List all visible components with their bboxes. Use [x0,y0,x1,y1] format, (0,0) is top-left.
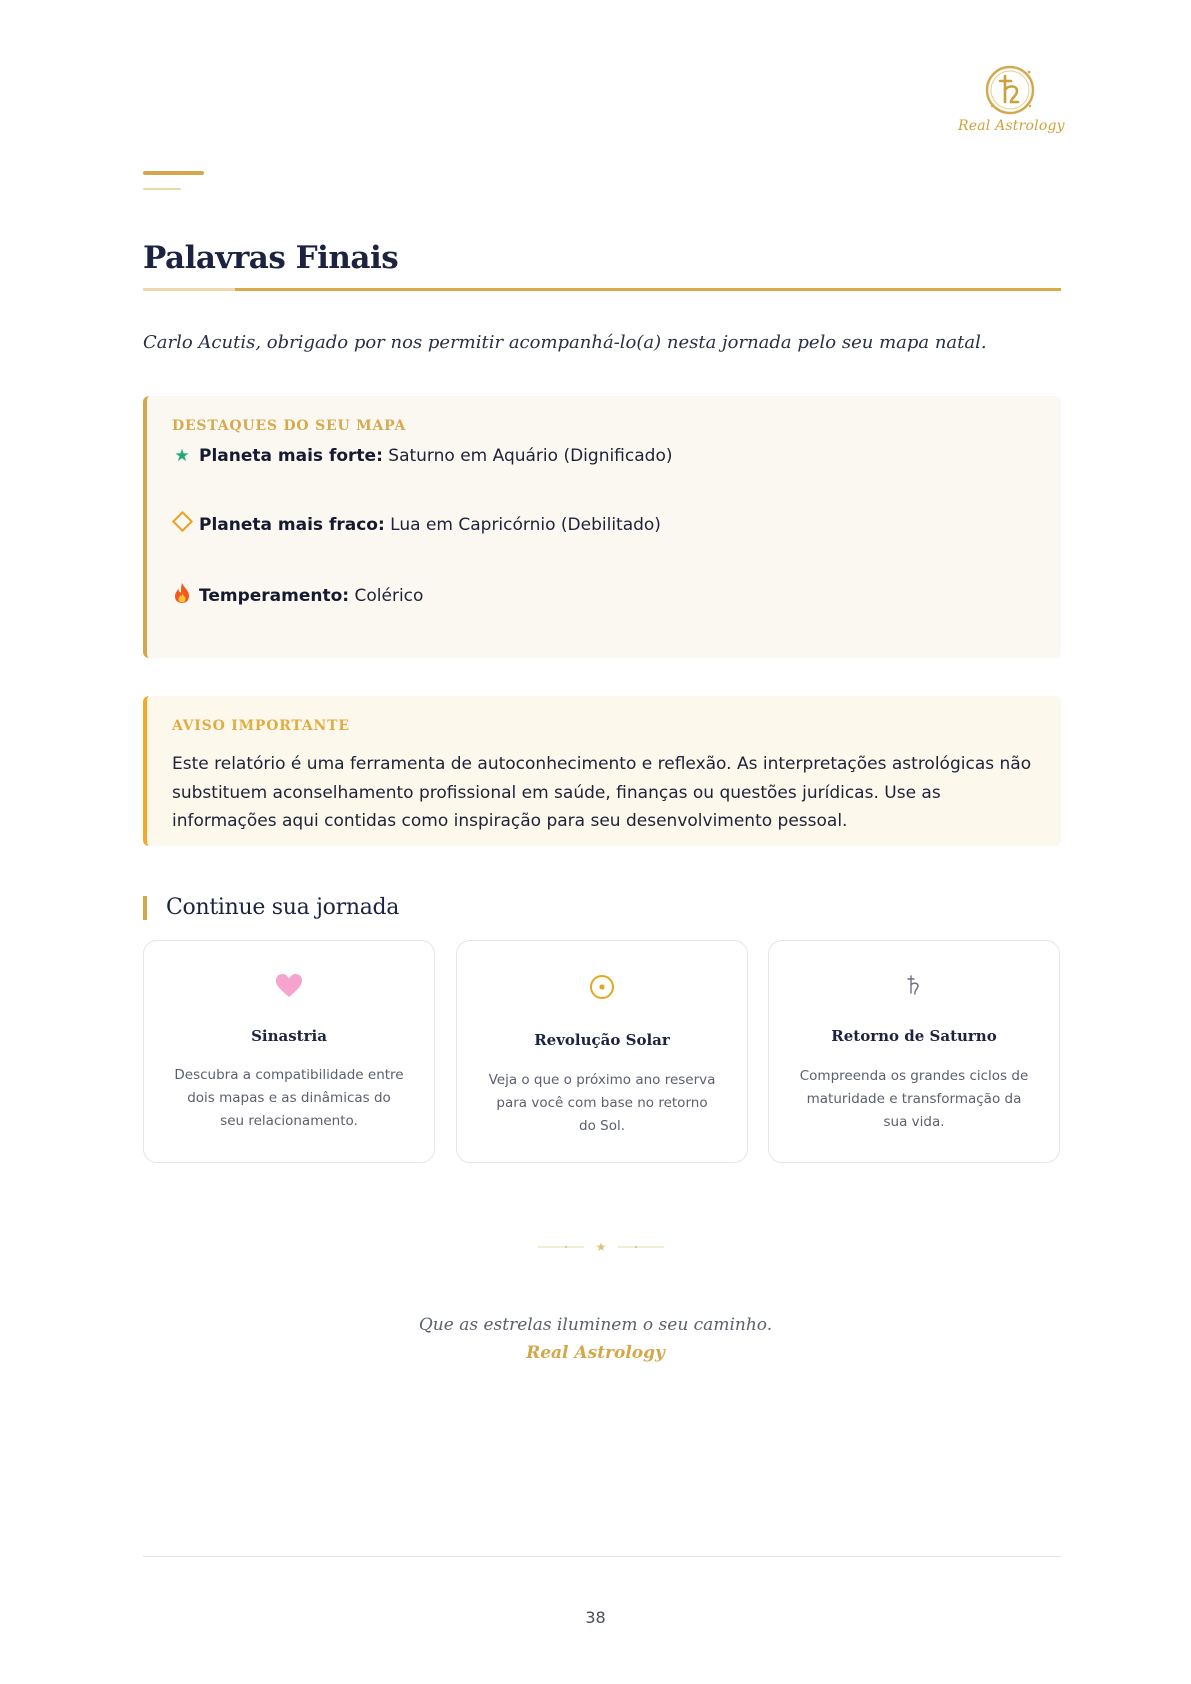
card-revolucao-solar[interactable] [456,940,748,1163]
important-notice-box [143,696,1061,846]
accent-line [143,171,204,175]
fire-icon [172,582,192,606]
chart-highlights-box [143,396,1061,658]
card-title: Sinastria [251,1027,327,1045]
highlight-temperament [172,582,423,606]
star-divider-ornament [536,1240,666,1254]
closing-signature: Real Astrology [526,1343,665,1363]
logo-text: Real Astrology [958,118,1065,134]
title-divider [143,288,1061,291]
notice-heading: AVISO IMPORTANTE [172,718,350,734]
card-description: Compreenda os grandes ciclos de maturidade e transformação da sua vida. [799,1068,1029,1130]
closing-message: Que as estrelas iluminem o seu caminho. [418,1315,773,1335]
highlight-strongest-planet [172,446,672,466]
star-icon: ★ [595,1240,607,1254]
section-accent-bar [143,896,147,920]
saturn-icon [769,973,1059,1001]
highlights-heading: DESTAQUES DO SEU MAPA [172,418,407,434]
accent-line-light [143,188,181,190]
highlight-weakest-planet [172,514,661,535]
notice-text: Este relatório é uma ferramenta de autoconhecimento e reflexão. As interpretações astrológicas não substituem aconselhamento profissional em saúde, finanças ou questões jurídicas. Use as informações aqui contidas como inspiração para seu desenvolvimento pessoal. [172,754,1032,831]
card-title: Revolução Solar [534,1031,670,1049]
card-description: Veja o que o próximo ano reserva para você com base no retorno do Sol. [488,1072,716,1134]
card-description: Descubra a compatibilidade entre dois mapas e as dinâmicas do seu relacionamento. [174,1067,404,1129]
page-number: 38 [585,1608,606,1627]
highlight-label: Planeta mais fraco: [199,515,385,535]
star-icon: ★ [174,446,190,466]
footer-divider [143,1556,1061,1557]
page-title: Palavras Finais [143,240,399,276]
card-sinastria[interactable] [143,940,435,1163]
highlight-label: Temperamento: [199,586,350,606]
saturn-logo-icon [980,58,1040,118]
highlight-value: Colérico [354,586,424,606]
diamond-icon [172,514,192,535]
brand-logo [958,58,1065,138]
title-divider-accent [143,288,235,291]
heart-icon [144,973,434,1001]
highlight-label: Planeta mais forte: [199,446,383,466]
card-title: Retorno de Saturno [831,1027,997,1045]
highlight-value: Lua em Capricórnio (Debilitado) [390,515,661,535]
section-title: Continue sua jornada [166,895,400,920]
highlight-value: Saturno em Aquário (Dignificado) [388,446,673,466]
intro-text: Carlo Acutis, obrigado por nos permitir acompanhá-lo(a) nesta jornada pelo seu mapa natal. [143,332,987,353]
card-retorno-saturno[interactable] [768,940,1060,1163]
sun-icon [457,973,747,1001]
